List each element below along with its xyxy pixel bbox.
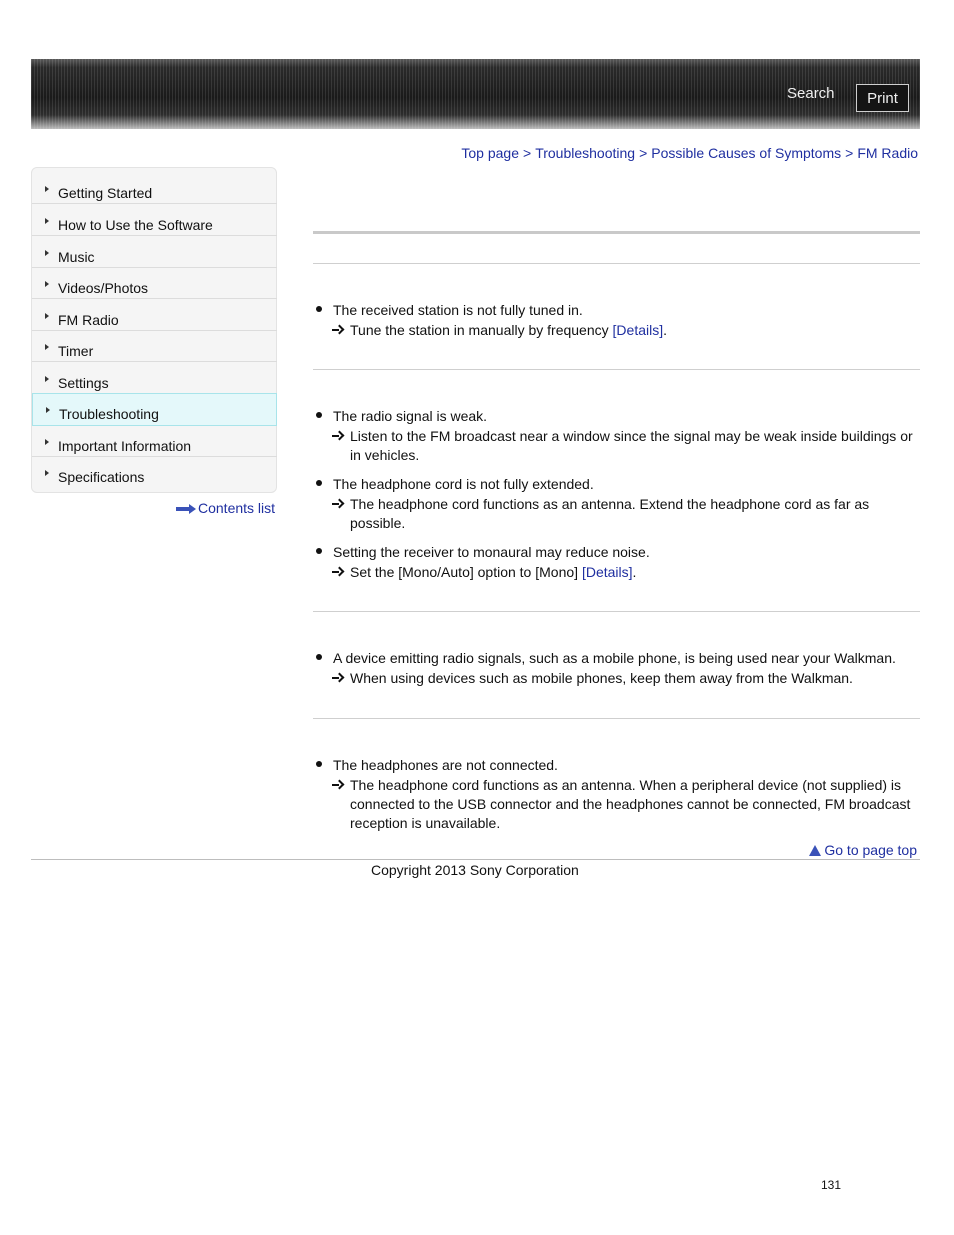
go-to-page-top-label: Go to page top [824, 842, 917, 858]
page-number: 131 [821, 1178, 842, 1192]
chevron-right-icon [46, 407, 50, 413]
sidebar-item-label: FM Radio [58, 312, 119, 328]
bullet-icon [316, 480, 322, 486]
cause-text: A device emitting radio signals, such as a mobile phone, is being used near your Walkman. [333, 650, 896, 666]
sidebar-item-label: Getting Started [58, 185, 153, 201]
remedy-text [350, 563, 920, 582]
cause-text: The received station is not fully tuned in. [333, 302, 583, 318]
bullet-icon [316, 761, 322, 767]
sidebar-item-music[interactable] [32, 237, 277, 268]
arrow-right-icon [176, 505, 196, 513]
cause-text: The headphone cord is not fully extended. [333, 476, 594, 492]
cause-text: The headphones are not connected. [333, 757, 558, 773]
arrow-right-icon [332, 672, 344, 684]
breadcrumb [461, 145, 918, 161]
sidebar-item-label: Videos/Photos [58, 280, 149, 296]
details-link[interactable]: [Details] [612, 322, 664, 338]
footer-divider [31, 859, 920, 860]
sidebar-item-timer[interactable] [32, 331, 277, 362]
sidebar-item-how-to-use-the-software[interactable] [32, 205, 277, 236]
section-divider [313, 369, 920, 370]
sidebar-item-fm-radio[interactable] [32, 300, 277, 331]
contents-list-label: Contents list [198, 500, 276, 516]
contents-list-link[interactable] [176, 500, 275, 516]
section-divider [313, 718, 920, 719]
section-divider [313, 263, 920, 264]
remedy-tail: . [632, 564, 637, 580]
sidebar-item-important-information[interactable] [32, 426, 277, 457]
go-to-page-top-link[interactable] [809, 842, 917, 858]
sidebar-item-getting-started[interactable] [32, 173, 277, 204]
section-divider [313, 611, 920, 612]
sidebar-item-label: Important Information [58, 438, 192, 454]
remedy-text: The headphone cord functions as an antenna. Extend the headphone cord as far as possible. [350, 496, 870, 531]
bullet-icon [316, 412, 322, 418]
breadcrumb-troubleshooting[interactable]: Troubleshooting [535, 145, 636, 161]
arrow-right-icon [332, 430, 344, 442]
chevron-right-icon [45, 218, 49, 224]
bullet-icon [316, 306, 322, 312]
sidebar-item-specifications[interactable] [32, 457, 277, 488]
details-link[interactable]: [Details] [581, 564, 633, 580]
sidebar-nav [31, 167, 277, 493]
remedy-text: The headphone cord functions as an antenna. When a peripheral device (not supplied) is connected to the USB connector and the headphones cannot be connected, FM broadcast reception is unavailable. [350, 777, 911, 831]
bullet-icon [316, 548, 322, 554]
arrow-right-icon [332, 566, 344, 578]
chevron-right-icon [45, 344, 49, 350]
breadcrumb-possible-causes[interactable]: Possible Causes of Symptoms [651, 145, 842, 161]
arrow-up-icon [809, 845, 821, 856]
sidebar-item-label: Troubleshooting [59, 406, 159, 422]
chevron-right-icon [45, 439, 49, 445]
remedy-tail: . [663, 322, 667, 338]
header-bar [31, 59, 920, 129]
sidebar-item-troubleshooting[interactable] [32, 393, 277, 426]
remedy-body: Tune the station in manually by frequency [350, 322, 613, 338]
search-button[interactable]: Search [787, 85, 835, 102]
breadcrumb-separator: > [845, 145, 854, 161]
remedy-body: Set the [Mono/Auto] option to [Mono] [350, 564, 582, 580]
print-button[interactable]: Print [856, 84, 909, 112]
chevron-right-icon [45, 313, 49, 319]
remedy-text [350, 321, 920, 340]
breadcrumb-separator: > [523, 145, 532, 161]
arrow-right-icon [332, 498, 344, 510]
sidebar-item-label: Music [58, 249, 95, 265]
breadcrumb-top-page[interactable]: Top page [461, 145, 519, 161]
breadcrumb-fm-radio[interactable]: FM Radio [857, 145, 918, 161]
bullet-icon [316, 654, 322, 660]
chevron-right-icon [45, 281, 49, 287]
sidebar-item-videos-photos[interactable] [32, 268, 277, 299]
sidebar-item-label: Timer [58, 343, 94, 359]
title-divider [313, 231, 920, 234]
breadcrumb-separator: > [639, 145, 648, 161]
sidebar-item-label: Specifications [58, 469, 145, 485]
chevron-right-icon [45, 186, 49, 192]
chevron-right-icon [45, 250, 49, 256]
sidebar-item-label: Settings [58, 375, 109, 391]
arrow-right-icon [332, 779, 344, 791]
chevron-right-icon [45, 470, 49, 476]
cause-text: The radio signal is weak. [333, 408, 488, 424]
sidebar-item-settings[interactable] [32, 363, 277, 394]
arrow-right-icon [332, 324, 344, 336]
remedy-text: Listen to the FM broadcast near a window since the signal may be weak inside buildings or in vehicles. [350, 428, 913, 463]
remedy-text: When using devices such as mobile phones, keep them away from the Walkman. [350, 670, 853, 686]
copyright-text: Copyright 2013 Sony Corporation [371, 862, 579, 878]
sidebar-item-label: How to Use the Software [58, 217, 213, 233]
chevron-right-icon [45, 376, 49, 382]
cause-text: Setting the receiver to monaural may reduce noise. [333, 544, 650, 560]
